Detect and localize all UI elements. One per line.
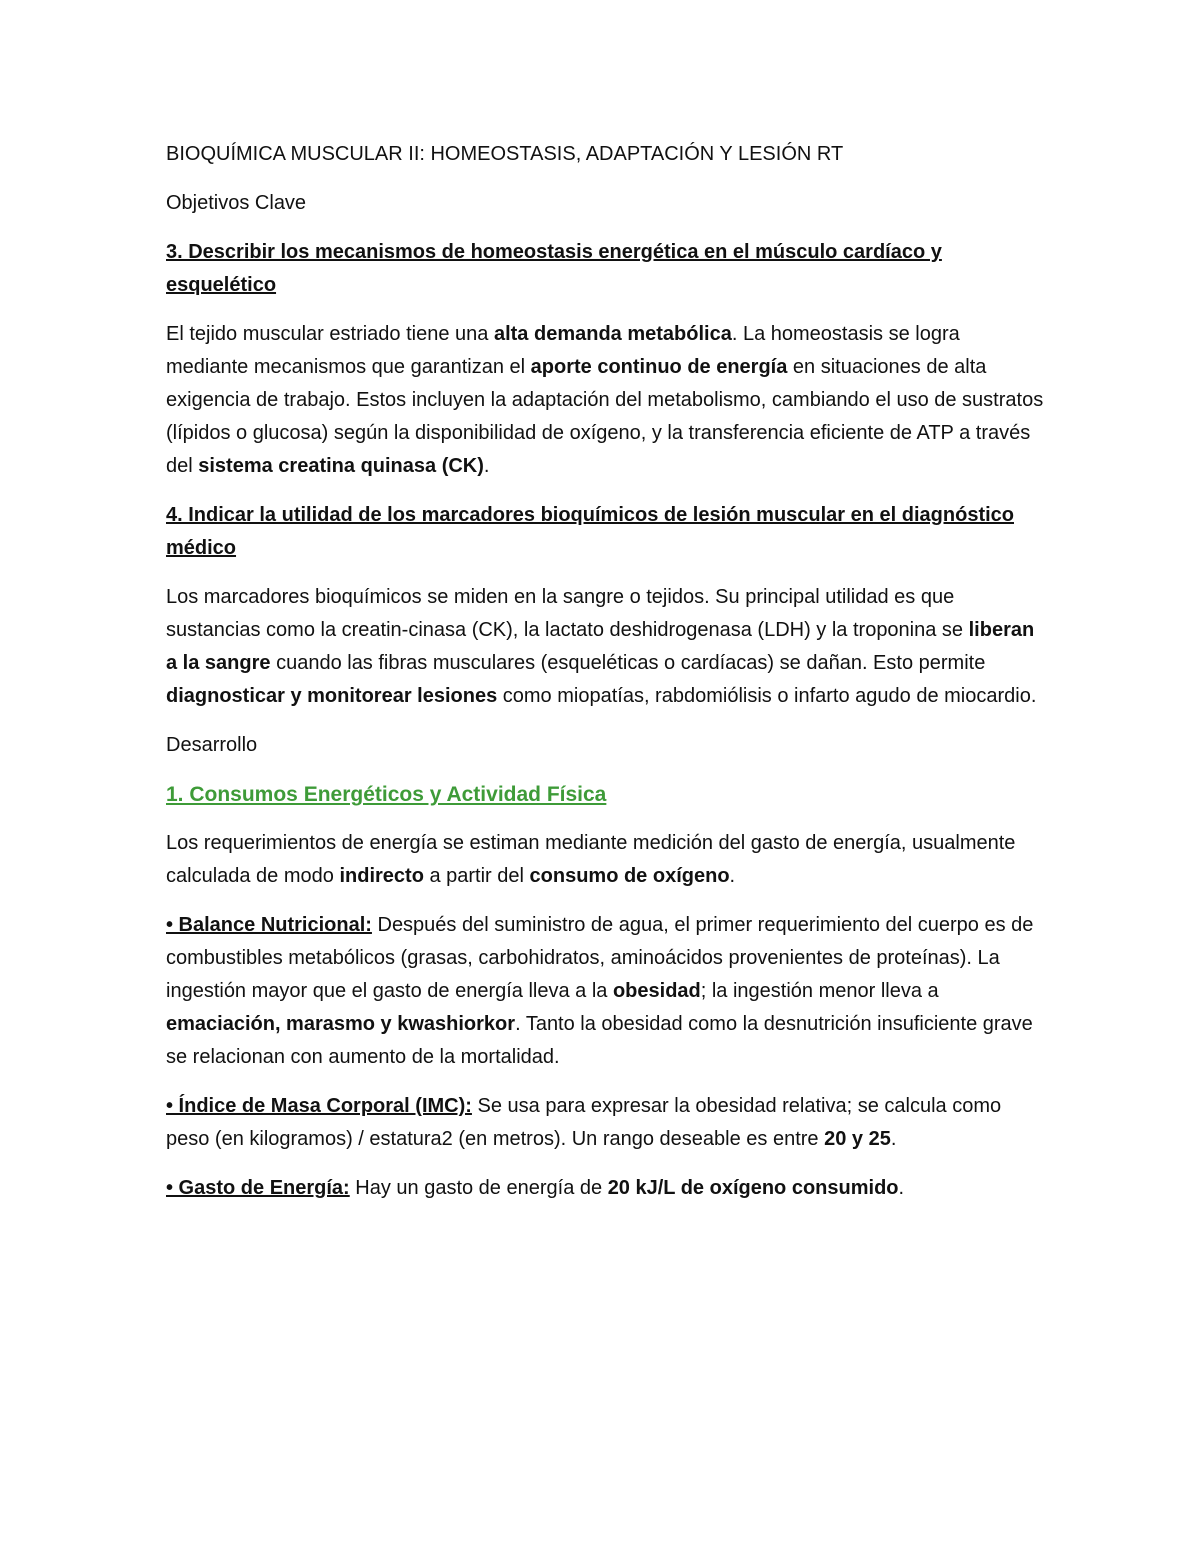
text-run: cuando las fibras musculares (esqueléticas o cardíacas) se dañan. Esto permite — [270, 652, 986, 674]
bold-run: 20 y 25 — [824, 1128, 891, 1150]
text-run: Los requerimientos de energía se estiman mediante medición del gasto de energía, usualmente calculada de modo — [166, 832, 1016, 887]
bold-run: indirecto — [339, 865, 424, 887]
imc-label: • Índice de Masa Corporal (IMC): — [166, 1095, 472, 1117]
bold-run: 20 kJ/L de oxígeno consumido — [607, 1177, 899, 1199]
objective-4-paragraph — [166, 581, 1046, 713]
bold-run: emaciación, marasmo y kwashiorkor — [166, 1013, 516, 1035]
text-run: . — [483, 455, 490, 477]
objective-3-heading: 3. Describir los mecanismos de homeostasis energética en el músculo cardíaco y esquelético — [166, 241, 942, 296]
text-run: . Tanto la obesidad como la desnutrición insuficiente grave se relacionan con aumento de la mortalidad. — [166, 1013, 1033, 1068]
text-run: . La homeostasis se logra mediante mecanismos que garantizan el — [166, 323, 960, 378]
text-run: ; la ingestión menor lleva a — [700, 980, 939, 1002]
bold-run: consumo de oxígeno — [529, 865, 730, 887]
text-run: El tejido muscular estriado tiene una — [166, 323, 494, 345]
objectives-label: Objetivos Clave — [166, 192, 307, 214]
imc-item — [166, 1090, 1046, 1156]
text-run: Se usa para expresar la obesidad relativa; se calcula como peso (en kilogramos) / estatura2 (en metros). Un rango deseable es entre — [166, 1095, 1002, 1150]
bold-run: obesidad — [612, 980, 701, 1002]
bold-run: diagnosticar y monitorear lesiones — [166, 685, 498, 707]
section-1-intro — [166, 827, 1046, 893]
text-run: a partir del — [423, 865, 530, 887]
text-run: Los marcadores bioquímicos se miden en la sangre o tejidos. Su principal utilidad es que sustancias como la creatin-cinasa (CK), la lactato deshidrogenasa (LDH) y la troponina se — [166, 586, 969, 641]
text-run: . — [890, 1128, 897, 1150]
bold-run: liberan a la sangre — [166, 619, 1035, 674]
balance-nutricional-item — [166, 909, 1046, 1074]
bold-run: alta demanda metabólica — [493, 323, 732, 345]
bold-run: sistema creatina quinasa (CK) — [198, 455, 484, 477]
objective-4-heading: 4. Indicar la utilidad de los marcadores bioquímicos de lesión muscular en el diagnóstico médico — [166, 504, 1014, 559]
text-run: Hay un gasto de energía de — [349, 1177, 608, 1199]
bold-run: aporte continuo de energía — [530, 356, 788, 378]
objective-3-paragraph — [166, 318, 1046, 483]
text-run: . — [898, 1177, 905, 1199]
text-run: Después del suministro de agua, el primer requerimiento del cuerpo es de combustibles metabólicos (grasas, carbohidratos, aminoácidos provenientes de proteínas). La ingestión mayor que el gasto de energía lleva a la — [166, 914, 1034, 1002]
text-run: como miopatías, rabdomiólisis o infarto agudo de miocardio. — [497, 685, 1037, 707]
text-run: . — [729, 865, 736, 887]
development-label: Desarrollo — [166, 734, 258, 756]
gasto-energia-label: • Gasto de Energía: — [166, 1177, 350, 1199]
balance-nutricional-label: • Balance Nutricional: — [166, 914, 372, 936]
section-1-heading: 1. Consumos Energéticos y Actividad Física — [166, 783, 607, 806]
document-title: BIOQUÍMICA MUSCULAR II: HOMEOSTASIS, ADAPTACIÓN Y LESIÓN RT — [166, 143, 844, 165]
gasto-energia-item — [166, 1172, 1046, 1205]
text-run: en situaciones de alta exigencia de trabajo. Estos incluyen la adaptación del metabolismo, cambiando el uso de sustratos (lípidos o glucosa) según la disponibilidad de oxígeno, y la transferencia eficiente de ATP a través del — [166, 356, 1044, 477]
document-page — [166, 138, 1046, 1221]
